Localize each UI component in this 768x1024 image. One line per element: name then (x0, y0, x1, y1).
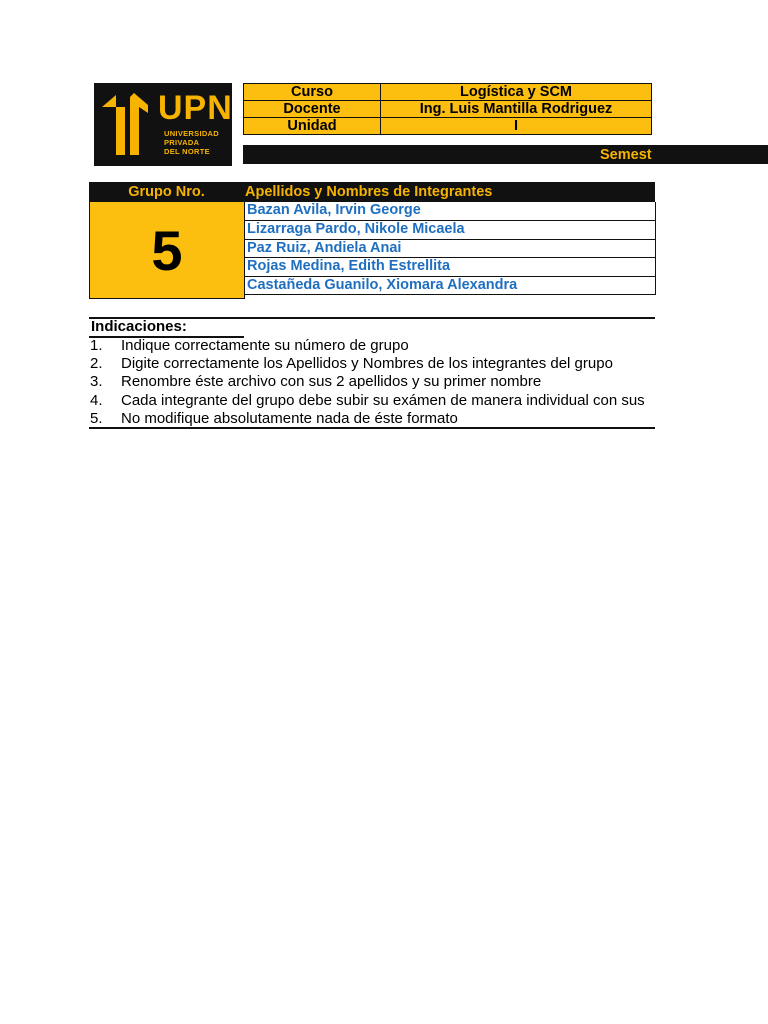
instruction-number: 3. (90, 373, 103, 391)
instruction-number: 1. (90, 337, 103, 354)
instruction-item (89, 373, 655, 391)
unit-value[interactable]: I (381, 118, 652, 135)
group-table-header (89, 182, 655, 202)
upn-logo-mark-icon (94, 83, 158, 166)
member-cell[interactable]: Rojas Medina, Edith Estrellita (245, 257, 655, 275)
teacher-row (244, 101, 652, 118)
instruction-text: No modifique absolutamente nada de éste formato (121, 409, 458, 427)
member-cell[interactable]: Paz Ruiz, Andiela Anai (245, 239, 655, 257)
course-info-table (243, 83, 652, 135)
instruction-text: Renombre éste archivo con sus 2 apellidos y su primer nombre (121, 373, 542, 391)
member-cell[interactable]: Castañeda Guanilo, Xiomara Alexandra (245, 276, 655, 294)
divider (89, 427, 655, 429)
instruction-item (89, 355, 655, 373)
instructions-title: Indicaciones: (91, 318, 187, 335)
upn-logo (94, 83, 232, 166)
semester-bar (243, 145, 768, 164)
teacher-label: Docente (244, 101, 381, 118)
members-header: Apellidos y Nombres de Integrantes (245, 184, 493, 200)
instruction-number: 5. (90, 409, 103, 427)
group-number-header: Grupo Nro. (128, 184, 205, 200)
unit-label: Unidad (244, 118, 381, 135)
group-number-cell[interactable] (89, 202, 245, 299)
member-cell[interactable]: Bazan Avila, Irvin George (247, 202, 421, 218)
teacher-value[interactable]: Ing. Luis Mantilla Rodriguez (381, 101, 652, 118)
logo-line-1: UNIVERSIDAD (164, 129, 219, 138)
instructions-list (89, 337, 655, 428)
instruction-item (89, 410, 655, 428)
logo-line-3: DEL NORTE (164, 147, 210, 156)
logo-line-2: PRIVADA (164, 138, 200, 147)
member-cell[interactable]: Lizarraga Pardo, Nikole Micaela (245, 220, 655, 238)
unit-row (244, 118, 652, 135)
course-value[interactable]: Logística y SCM (381, 84, 652, 101)
instruction-text: Indique correctamente su número de grupo (121, 337, 409, 354)
instruction-item (89, 337, 655, 355)
instruction-text: Cada integrante del grupo debe subir su exámen de manera individual con sus (121, 391, 645, 409)
instruction-number: 4. (90, 391, 103, 409)
logo-name: UPN (158, 89, 233, 127)
course-label: Curso (244, 84, 381, 101)
course-row (244, 84, 652, 101)
instruction-item (89, 392, 655, 410)
group-number: 5 (151, 219, 183, 282)
instruction-number: 2. (90, 355, 103, 373)
semester-label: Semest (600, 147, 652, 163)
instruction-text: Digite correctamente los Apellidos y Nombres de los integrantes del grupo (121, 355, 613, 373)
members-list (244, 202, 656, 295)
